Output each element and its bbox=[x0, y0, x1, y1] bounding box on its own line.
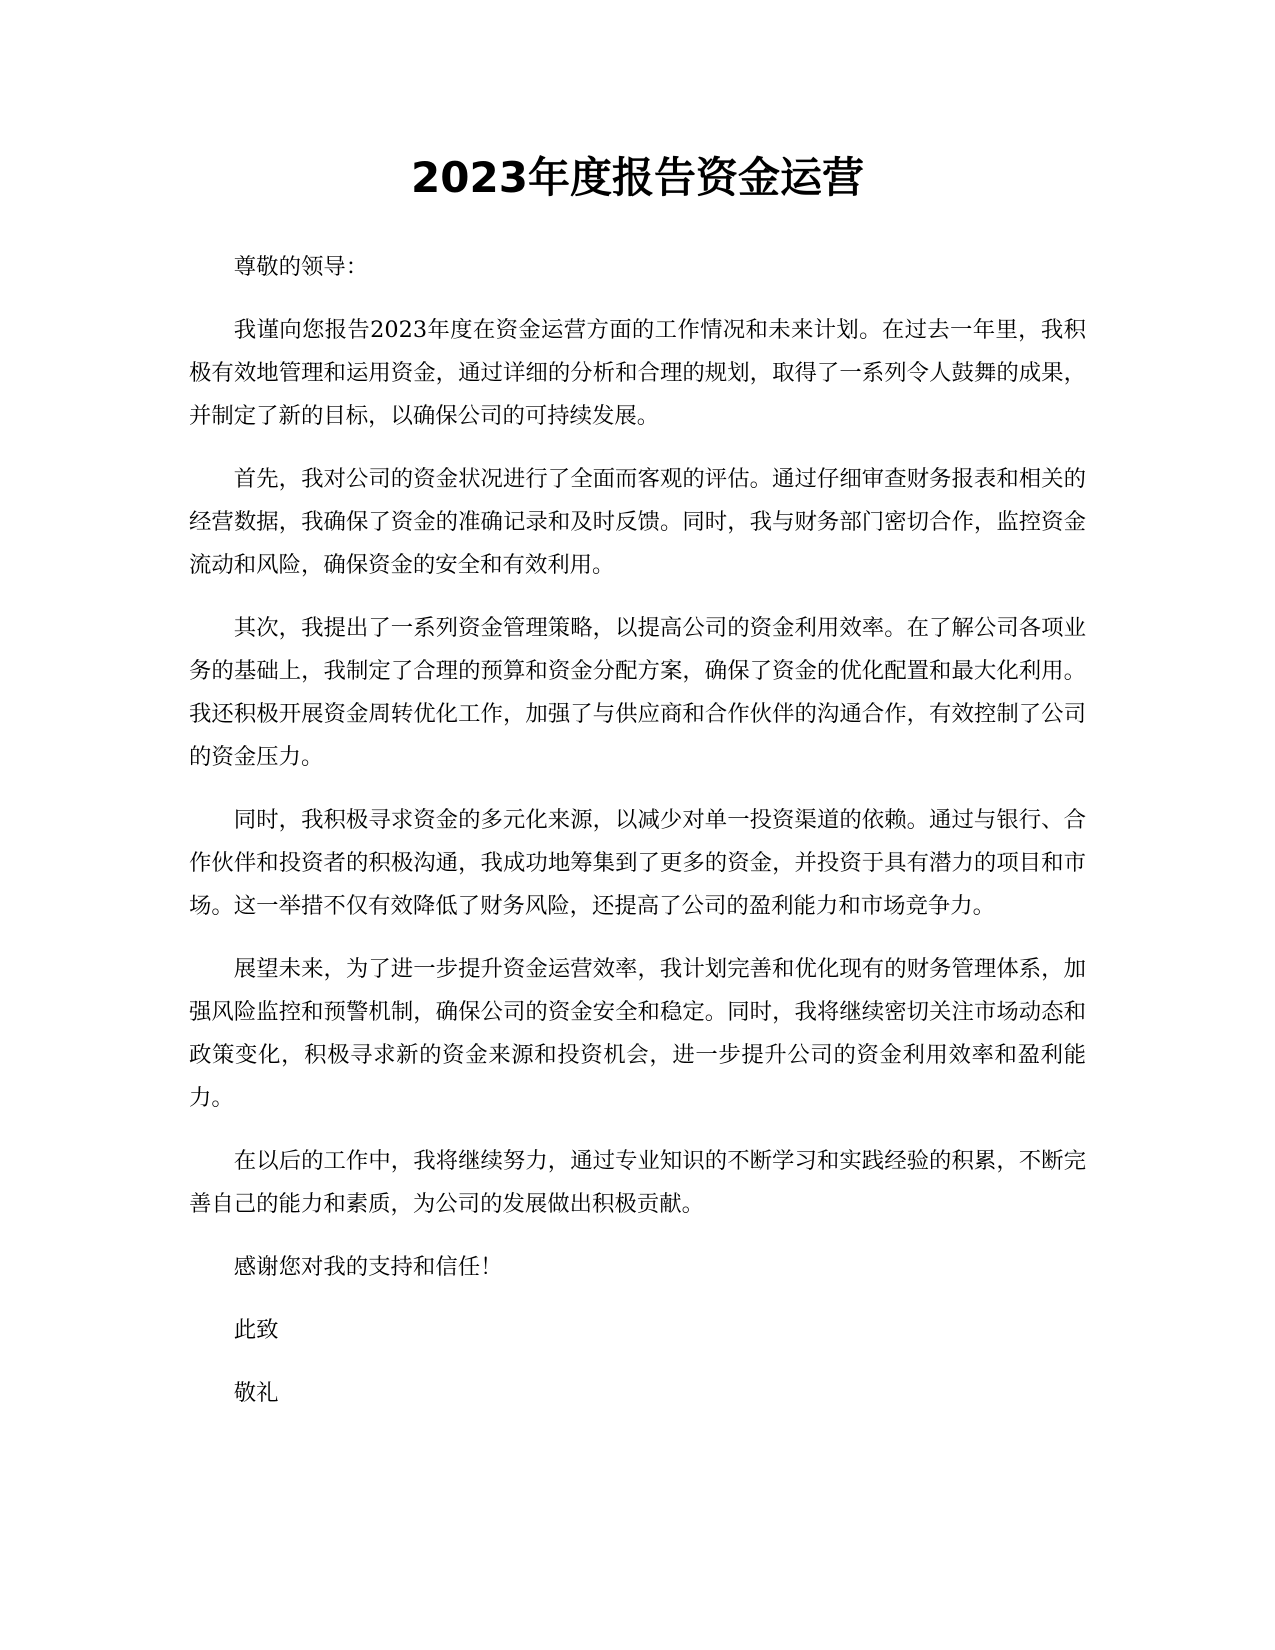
closing-line-2: 敬礼 bbox=[233, 1380, 279, 1406]
document-body bbox=[189, 246, 1086, 1435]
closing-line-1: 此致 bbox=[233, 1317, 279, 1343]
salutation: 尊敬的领导： bbox=[233, 254, 369, 280]
paragraph-2: 首先，我对公司的资金状况进行了全面而客观的评估。通过仔细审查财务报表和相关的经营数据，我确保了资金的准确记录和及时反馈。同时，我与财务部门密切合作，监控资金流动和风险，确保资金的安全和有效利用。 bbox=[189, 466, 1086, 578]
paragraph-1: 我谨向您报告2023年度在资金运营方面的工作情况和未来计划。在过去一年里，我积极有效地管理和运用资金，通过详细的分析和合理的规划，取得了一系列令人鼓舞的成果，并制定了新的目标，以确保公司的可持续发展。 bbox=[189, 317, 1086, 429]
thanks-line: 感谢您对我的支持和信任！ bbox=[233, 1254, 503, 1280]
paragraph-5: 展望未来，为了进一步提升资金运营效率，我计划完善和优化现有的财务管理体系，加强风险监控和预警机制，确保公司的资金安全和稳定。同时，我将继续密切关注市场动态和政策变化，积极寻求新的资金来源和投资机会，进一步提升公司的资金利用效率和盈利能力。 bbox=[189, 956, 1086, 1111]
paragraph-6: 在以后的工作中，我将继续努力，通过专业知识的不断学习和实践经验的积累，不断完善自己的能力和素质，为公司的发展做出积极贡献。 bbox=[189, 1148, 1086, 1217]
document-title: 2023年度报告资金运营 bbox=[411, 153, 864, 202]
paragraph-3: 其次，我提出了一系列资金管理策略，以提高公司的资金利用效率。在了解公司各项业务的基础上，我制定了合理的预算和资金分配方案，确保了资金的优化配置和最大化利用。我还积极开展资金周转优化工作，加强了与供应商和合作伙伴的沟通合作，有效控制了公司的资金压力。 bbox=[189, 615, 1086, 770]
paragraph-4: 同时，我积极寻求资金的多元化来源，以减少对单一投资渠道的依赖。通过与银行、合作伙伴和投资者的积极沟通，我成功地筹集到了更多的资金，并投资于具有潜力的项目和市场。这一举措不仅有效降低了财务风险，还提高了公司的盈利能力和市场竞争力。 bbox=[189, 807, 1086, 919]
